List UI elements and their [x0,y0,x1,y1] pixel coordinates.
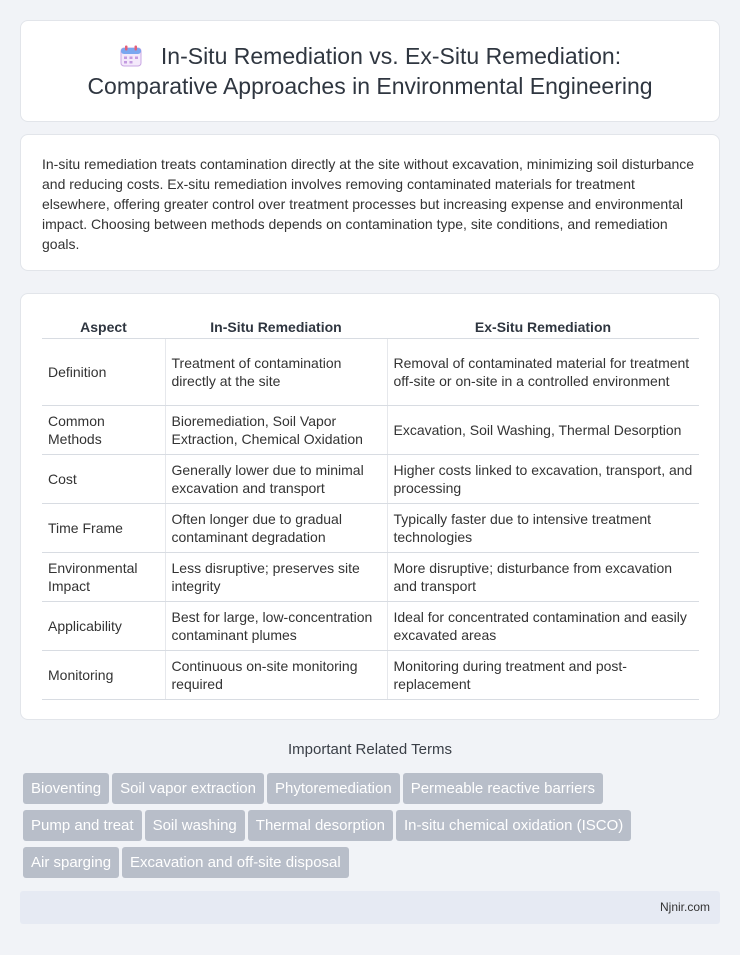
intro-card [20,134,720,271]
tag-permeable-reactive-barriers[interactable]: Permeable reactive barriers [403,773,603,804]
comparison-table [42,316,699,700]
comparison-card [20,293,720,720]
intro-paragraph: In-situ remediation treats contamination directly at the site without excavation, minimizing soil disturbance and reducing costs. Ex-situ remediation involves removing contaminated materials for treatment elsewhere, offering greater control over treatment processes but increasing expense and environmental impact. Choosing between methods depends on contamination type, site conditions, and remediation goals. [42,156,695,252]
title-text-1: In-Situ Remediation vs. Ex-Situ Remediation: [160,43,622,69]
cell-aspect: Cost [42,454,165,503]
cell-aspect: Applicability [42,601,165,650]
tag-soil-vapor-extraction[interactable]: Soil vapor extraction [112,773,264,804]
table-row [42,338,699,405]
tag-bioventing[interactable]: Bioventing [23,773,109,804]
tag-air-sparging[interactable]: Air sparging [23,847,119,878]
tag-pump-and-treat[interactable]: Pump and treat [23,810,142,841]
cell-ex-situ: More disruptive; disturbance from excavation and transport [387,552,699,601]
header-aspect: Aspect [42,316,165,338]
footer-site-link[interactable]: Njnir.com [659,900,710,914]
cell-in-situ: Treatment of contamination directly at the site [165,338,387,405]
cell-aspect: Common Methods [42,405,165,454]
table-row [42,601,699,650]
cell-aspect: Monitoring [42,650,165,699]
cell-ex-situ: Typically faster due to intensive treatment technologies [387,503,699,552]
tag-thermal-desorption[interactable]: Thermal desorption [248,810,393,841]
related-terms-heading: Important Related Terms [288,741,452,758]
title-line-1 [21,41,719,71]
cell-in-situ: Often longer due to gradual contaminant degradation [165,503,387,552]
header-ex-situ: Ex-Situ Remediation [387,316,699,338]
tag-isco[interactable]: In-situ chemical oxidation (ISCO) [396,810,631,841]
related-terms-list [23,773,723,884]
cell-in-situ: Best for large, low-concentration contaminant plumes [165,601,387,650]
tag-soil-washing[interactable]: Soil washing [145,810,245,841]
cell-ex-situ: Excavation, Soil Washing, Thermal Desorption [387,405,699,454]
calendar-icon [119,44,143,68]
title-card [20,20,720,122]
table-header-row [42,316,699,338]
table-row [42,503,699,552]
page-title [21,41,719,101]
table-row [42,454,699,503]
title-line-2: Comparative Approaches in Environmental Engineering [87,73,653,99]
cell-ex-situ: Removal of contaminated material for treatment off-site or on-site in a controlled environment [387,338,699,405]
cell-ex-situ: Ideal for concentrated contamination and easily excavated areas [387,601,699,650]
tag-excavation-disposal[interactable]: Excavation and off-site disposal [122,847,349,878]
cell-in-situ: Bioremediation, Soil Vapor Extraction, Chemical Oxidation [165,405,387,454]
table-row [42,552,699,601]
tag-phytoremediation[interactable]: Phytoremediation [267,773,400,804]
table-row [42,405,699,454]
cell-in-situ: Continuous on-site monitoring required [165,650,387,699]
table-row [42,650,699,699]
cell-ex-situ: Monitoring during treatment and post-replacement [387,650,699,699]
cell-in-situ: Generally lower due to minimal excavation and transport [165,454,387,503]
footer [20,891,720,924]
cell-in-situ: Less disruptive; preserves site integrity [165,552,387,601]
cell-aspect: Environmental Impact [42,552,165,601]
cell-aspect: Time Frame [42,503,165,552]
cell-ex-situ: Higher costs linked to excavation, transport, and processing [387,454,699,503]
cell-aspect: Definition [42,338,165,405]
header-in-situ: In-Situ Remediation [165,316,387,338]
